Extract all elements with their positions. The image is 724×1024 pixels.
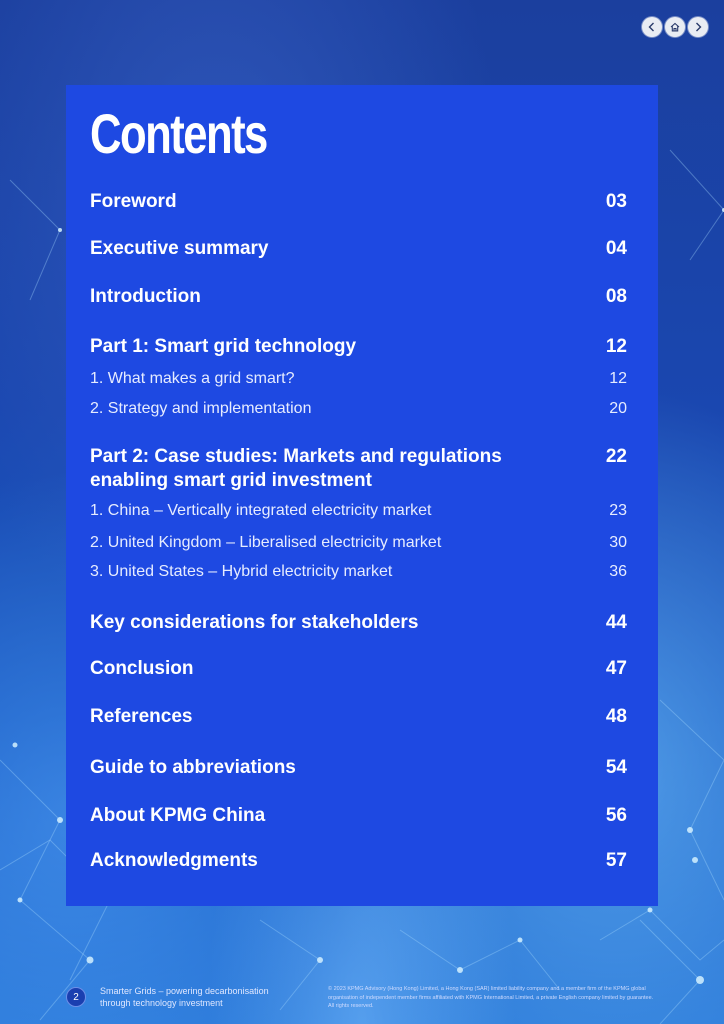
contents-panel [66,85,658,906]
toc-entry-page: 08 [605,286,627,307]
toc-entry-label: Introduction [90,286,201,307]
toc-entry-label: Executive summary [90,238,269,259]
toc-entry[interactable] [90,705,627,729]
page-number-badge: 2 [66,987,86,1007]
chevron-left-icon [646,21,658,33]
toc-entry-page: 12 [609,370,627,387]
home-icon [669,21,681,33]
toc-entry-label: 2. Strategy and implementation [90,400,312,417]
toc-entry-page: 23 [609,502,627,519]
toc-subentry[interactable] [90,531,627,555]
toc-entry-label: Part 2: Case studies: Markets and regulations enabling smart grid investment [90,446,502,491]
toc-entry[interactable] [90,335,627,359]
chevron-right-icon [692,21,704,33]
toc-subentry[interactable] [90,367,627,391]
toc-entry[interactable] [90,657,627,681]
toc-subentry[interactable] [90,397,627,421]
toc-entry-page: 04 [605,238,627,259]
toc-entry[interactable] [90,285,627,309]
footer-doc-title: Smarter Grids – powering decarbonisation through technology investment [100,986,269,1008]
page-title: Contents [90,102,267,165]
page-navigation [642,17,708,37]
toc-entry-page: 36 [609,563,627,580]
toc-entry-label: Foreword [90,191,177,212]
toc-entry[interactable] [90,237,627,261]
toc-entry-label: References [90,706,193,727]
toc-entry-page: 47 [605,658,627,679]
toc-entry-label: 3. United States – Hybrid electricity market [90,563,393,580]
toc-entry-page: 12 [605,336,627,357]
toc-entry[interactable] [90,804,627,828]
toc-entry-label: 1. What makes a grid smart? [90,370,295,387]
toc-subentry[interactable] [90,499,627,523]
toc-entry-page: 30 [609,534,627,551]
toc-subentry[interactable] [90,560,627,584]
toc-entry[interactable] [90,849,627,873]
toc-entry[interactable] [90,611,627,635]
toc-entry-label: Part 1: Smart grid technology [90,336,357,357]
prev-page-button[interactable] [642,17,662,37]
toc-entry-label: About KPMG China [90,805,266,826]
toc-entry-label: Key considerations for stakeholders [90,612,419,633]
toc-entry-page: 22 [605,446,627,467]
toc-entry-label: Conclusion [90,658,194,679]
toc-entry-label: 1. China – Vertically integrated electricity market [90,502,432,519]
toc-entry-label: Acknowledgments [90,850,258,871]
toc-entry-page: 20 [609,400,627,417]
toc-entry-page: 03 [605,191,627,212]
toc-entry-label: 2. United Kingdom – Liberalised electricity market [90,534,442,551]
toc-entry[interactable] [90,756,627,780]
next-page-button[interactable] [688,17,708,37]
toc-entry-label: Guide to abbreviations [90,757,296,778]
toc-entry[interactable] [90,445,627,493]
footer [66,985,666,1015]
toc-entry-page: 44 [605,612,627,633]
home-button[interactable] [665,17,685,37]
toc-entry[interactable] [90,190,627,214]
toc-entry-page: 48 [605,706,627,727]
footer-copyright: © 2023 KPMG Advisory (Hong Kong) Limited, a Hong Kong (SAR) limited liability company and a member firm of the KPMG global organisation of independent member firms affiliated with KPMG International Limited, a private English company limited by guarantee. All rights reserved. [328,986,654,1010]
toc-entry-page: 57 [605,850,627,871]
toc-entry-page: 54 [605,757,627,778]
toc-entry-page: 56 [605,805,627,826]
